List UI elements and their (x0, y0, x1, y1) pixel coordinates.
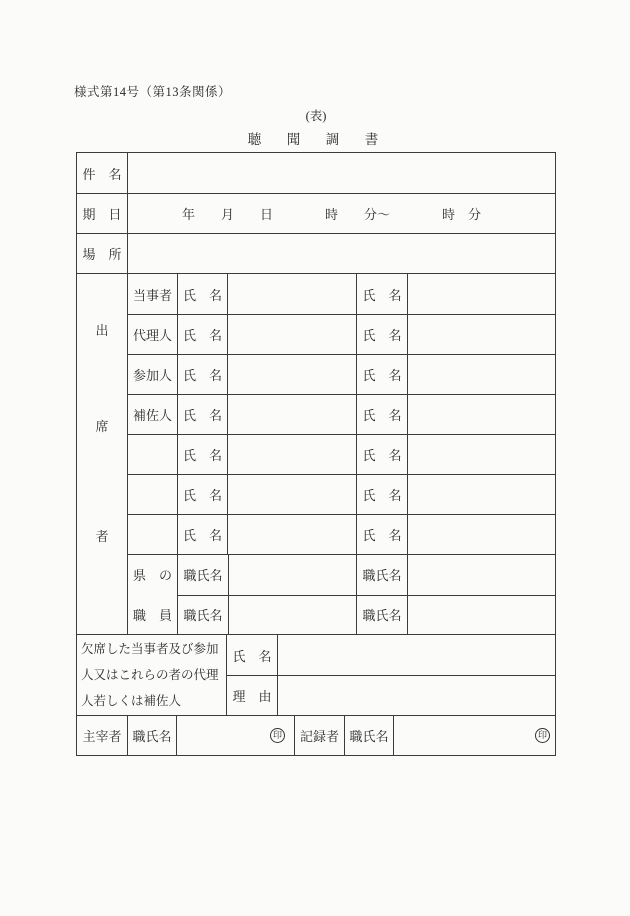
name-label: 氏 名 (177, 395, 227, 434)
reason-label: 理 由 (232, 689, 272, 704)
name-field (227, 435, 356, 474)
name-label: 氏 名 (177, 274, 227, 314)
staff-rows-group (128, 554, 555, 634)
attendee-row (128, 514, 555, 554)
name-field (227, 274, 356, 314)
date-field: 年 月 日 時 分～ 時 分 (127, 194, 555, 233)
hearing-record-table (76, 152, 556, 756)
staff-role-line: 県 の (132, 568, 172, 584)
attendee-role-label: 当事者 (132, 287, 172, 303)
signature-row (77, 715, 555, 755)
attendee-row (128, 474, 555, 514)
attendee-role-label (128, 435, 177, 474)
date-row (77, 193, 555, 233)
absent-name-row (227, 635, 555, 675)
name-field (407, 475, 555, 514)
attendees-header (77, 274, 127, 634)
name-label: 氏 名 (356, 395, 407, 434)
name-field (227, 395, 356, 434)
attendees-header-char: 席 (95, 419, 109, 434)
place-field (127, 234, 555, 273)
staff-row (178, 595, 555, 635)
staff-rows (177, 555, 555, 634)
name-field (407, 315, 555, 354)
title-name-label: 職氏名 (356, 555, 407, 595)
attendee-row (128, 434, 555, 474)
chair-seal-icon: 印 (270, 728, 285, 743)
chair-title-name-label: 職氏名 (127, 716, 176, 755)
attendee-role-label: 参加人 (132, 368, 172, 383)
name-label: 氏 名 (177, 475, 227, 514)
name-label: 氏 名 (177, 515, 227, 554)
chair-name-field (176, 716, 294, 755)
absent-reason-field (277, 676, 555, 715)
name-label: 氏 名 (356, 315, 407, 354)
title-name-label: 職氏名 (183, 608, 223, 624)
name-label: 氏 名 (356, 435, 407, 474)
absent-label: 欠席した当事者及び参加人又はこれらの者の代理人若しくは補佐人 (81, 642, 219, 708)
case-name-row (77, 153, 555, 193)
attendee-row (128, 394, 555, 434)
case-name-field (127, 153, 555, 193)
name-label: 氏 名 (356, 274, 407, 314)
attendees-section (77, 273, 555, 634)
recorder-title-name-label: 職氏名 (344, 716, 393, 755)
absent-rows (226, 635, 555, 715)
recorder-name-field (393, 716, 555, 755)
name-label: 氏 名 (177, 355, 227, 394)
name-label: 氏 名 (177, 315, 227, 354)
place-label: 場 所 (82, 247, 122, 262)
attendee-role-label (128, 515, 177, 554)
attendee-row (128, 354, 555, 394)
name-field (407, 274, 555, 314)
chair-label: 主宰者 (82, 729, 122, 744)
title-name-field (407, 596, 555, 635)
attendee-row (128, 314, 555, 354)
case-name-label: 件 名 (82, 166, 122, 182)
staff-row (178, 555, 555, 595)
title-name-field (407, 555, 555, 595)
attendee-role-label: 補佐人 (132, 408, 172, 423)
attendee-row (128, 274, 555, 314)
form-number: 様式第14号（第13条関係） (74, 85, 232, 99)
date-label: 期 日 (82, 207, 122, 222)
name-label: 氏 名 (356, 515, 407, 554)
absent-section (77, 634, 555, 715)
absent-reason-row (227, 675, 555, 715)
name-field (407, 515, 555, 554)
title-name-label: 職氏名 (356, 596, 407, 635)
name-field (227, 315, 356, 354)
name-field (227, 515, 356, 554)
title-name-label: 職氏名 (183, 568, 223, 584)
name-label: 氏 名 (356, 355, 407, 394)
staff-role-line: 職 員 (132, 607, 172, 623)
title-name-field (228, 555, 356, 595)
recorder-seal-icon: 印 (535, 728, 550, 743)
name-label: 氏 名 (177, 435, 227, 474)
attendees-header-char: 者 (95, 529, 109, 544)
staff-role-label (128, 555, 177, 634)
name-field (407, 395, 555, 434)
name-field (227, 355, 356, 394)
title-name-field (228, 596, 356, 635)
attendees-header-char: 出 (95, 323, 109, 338)
name-label: 氏 名 (232, 648, 272, 664)
recorder-label: 記録者 (294, 716, 344, 755)
name-field (407, 435, 555, 474)
absent-name-field (277, 635, 555, 675)
name-field (227, 475, 356, 514)
place-row (77, 233, 555, 273)
side-label: (表) (305, 109, 327, 123)
attendee-role-label (128, 475, 177, 514)
page-title: 聴 聞 調 書 (247, 132, 385, 147)
attendee-role-label: 代理人 (132, 328, 172, 343)
attendees-rows (127, 274, 555, 634)
name-field (407, 355, 555, 394)
name-label: 氏 名 (356, 475, 407, 514)
